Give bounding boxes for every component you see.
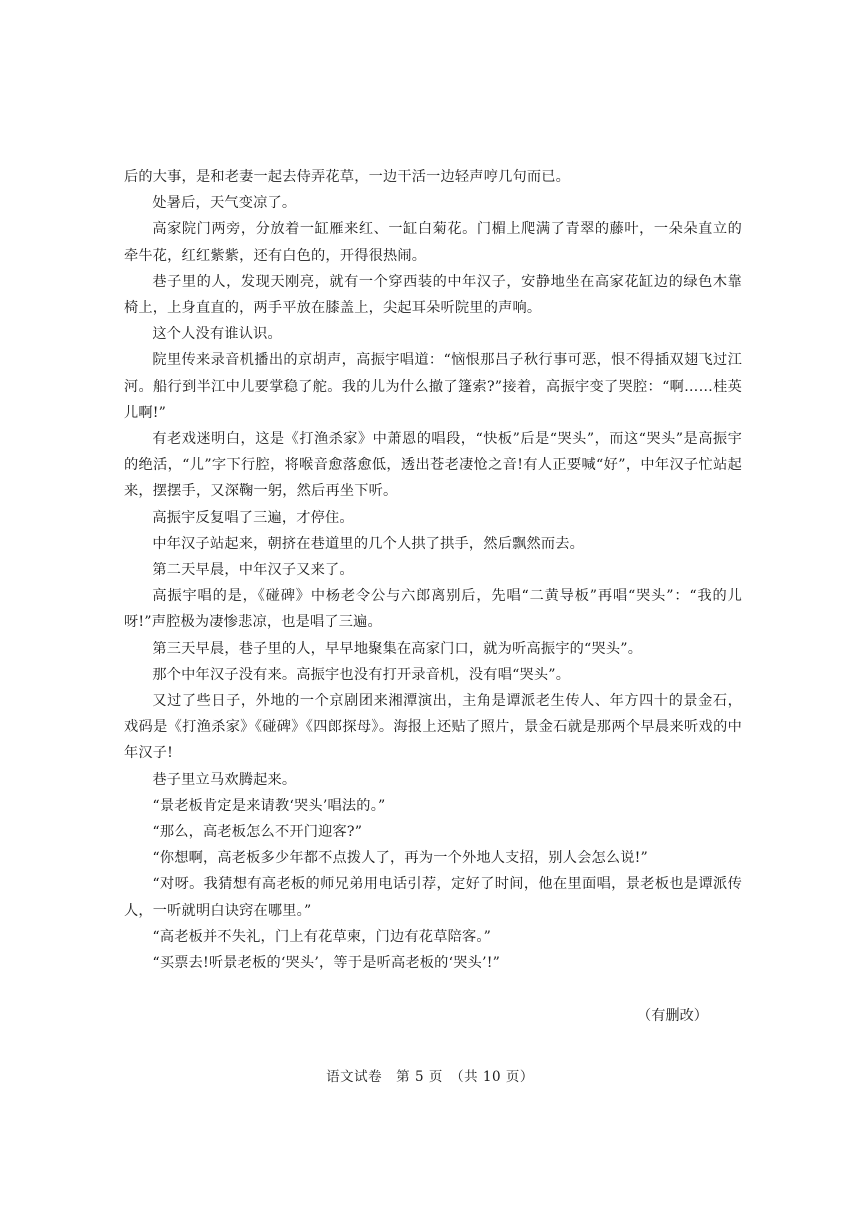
paragraph: 中年汉子站起来，朝挤在巷道里的几个人拱了拱手，然后飘然而去。 (152, 535, 585, 552)
paragraph: “景老板肯定是来请教‘哭头’唱法的。” (152, 797, 386, 814)
paragraph: 巷子里的人，发现天刚亮，就有一个穿西装的中年汉子，安静地坐在高家花缸边的绿色木靠椅上，上身直直的，两手平放在膝盖上，尖起耳朵听院里的声响。 (124, 273, 742, 317)
paragraph: 这个人没有谁认识。 (152, 326, 282, 343)
page-footer: 语文试卷 第 5 页 （共 10 页） (326, 1069, 534, 1085)
paragraph: 第二天早晨，中年汉子又来了。 (152, 562, 354, 579)
paragraph: “买票去!听景老板的‘哭头’，等于是听高老板的‘哭头’!” (152, 955, 501, 972)
paragraph: 又过了些日子，外地的一个京剧团来湘潭演出，主角是谭派老生传人、年方四十的景金石，戏码是《打渔杀家》《碰碑》《四郎探母》。海报上还贴了照片，景金石就是那两个早晨来听戏的中年汉子! (124, 693, 742, 762)
paragraph: 处暑后，天气变凉了。 (152, 195, 297, 212)
paragraph: 有老戏迷明白，这是《打渔杀家》中萧恩的唱段，“快板”后是“哭头”，而这“哭头”是高振宇的绝活，“儿”字下行腔，将喉音愈落愈低，透出苍老凄怆之音!有人正要喊“好”，中年汉子忙站起来，摆摆手，又深鞠一躬，然后再坐下听。 (124, 431, 742, 500)
paragraph: 那个中年汉子没有来。高振宇也没有打开录音机，没有唱“哭头”。 (152, 666, 571, 683)
paragraph: 高振宇唱的是，《碰碑》中杨老令公与六郎离别后，先唱“二黄导板”再唱“哭头”：“我的儿呀!”声腔极为凄惨悲凉，也是唱了三遍。 (124, 588, 742, 631)
paragraph: “你想啊，高老板多少年都不点拨人了，再为一个外地人支招，别人会怎么说!” (152, 850, 648, 867)
paragraph: 高振宇反复唱了三遍，才停住。 (152, 509, 354, 526)
paragraph: 巷子里立马欢腾起来。 (152, 771, 297, 788)
paragraph: “高老板并不失礼，门上有花草柬，门边有花草陪客。” (152, 928, 492, 945)
article-body (124, 164, 742, 976)
paragraph: “对呀。我猜想有高老板的师兄弟用电话引荐，定好了时间，他在里面唱，景老板也是谭派传人，一听就明白诀窍在哪里。” (124, 876, 742, 919)
paragraph: 高家院门两旁，分放着一缸雁来红、一缸白菊花。门楣上爬满了青翠的藤叶，一朵朵直立的牵牛花，红红紫紫，还有白色的，开得很热闹。 (124, 221, 742, 264)
attribution-note: （有删改） (637, 1008, 708, 1024)
paragraph: 第三天早晨，巷子里的人，早早地聚集在高家门口，就为听高振宇的“哭头”。 (152, 640, 643, 657)
paragraph: 院里传来录音机播出的京胡声，高振宇唱道：“恼恨那吕子秋行事可恶，恨不得插双翅飞过江河。船行到半江中儿要掌稳了舵。我的儿为什么撤了篷索?”接着，高振宇变了哭腔：“啊……桂英儿啊!” (124, 352, 742, 421)
paragraph: 后的大事，是和老妻一起去侍弄花草，一边干活一边轻声哼几句而已。 (124, 169, 571, 185)
paragraph: “那么，高老板怎么不开门迎客?” (152, 824, 363, 841)
